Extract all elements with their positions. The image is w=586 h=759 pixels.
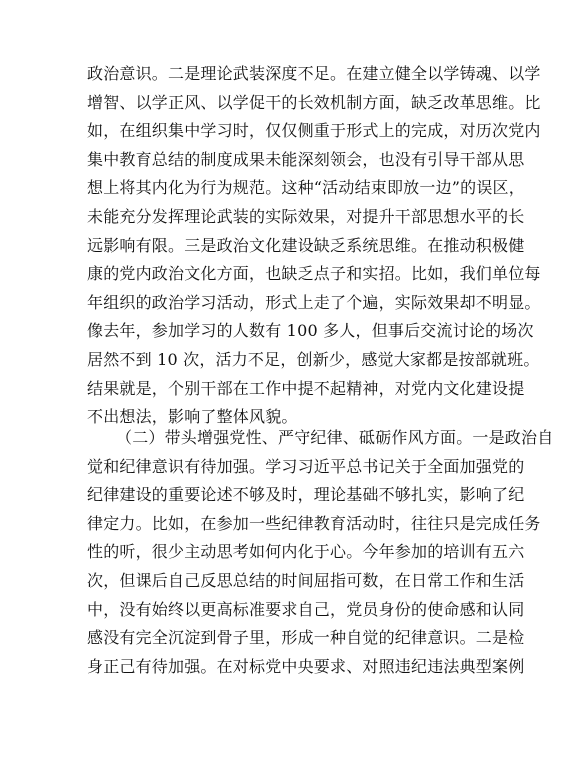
text-line: 年组织的政治学习活动，形式上走了个遍，实际效果却不明显。	[87, 292, 541, 312]
text-line: （二）带头增强党性、严守纪律、砥砺作风方面。一是政治自	[116, 428, 554, 447]
text-line: 政治意识。二是理论武装深度不足。在建立健全以学铸魂、以学	[87, 64, 541, 83]
text-line: 觉和纪律意识有待加强。学习习近平总书记关于全面加强党的	[87, 456, 525, 476]
text-line: 未能充分发挥理论武装的实际效果，对提升干部思想水平的长	[87, 206, 525, 226]
text-line: 如，在组织集中学习时，仅仅侧重于形式上的完成，对历次党内	[87, 121, 541, 141]
paragraph-party-spirit-discipline	[87, 424, 554, 681]
text-line: 远影响有限。三是政治文化建设缺乏系统思维。在推动积极健	[87, 235, 525, 255]
text-line: 律定力。比如，在参加一些纪律教育活动时，往往只是完成任务	[87, 513, 541, 533]
paragraph-political-awareness	[87, 60, 541, 432]
text-line: 不出想法，影响了整体风貌。	[87, 407, 298, 427]
text-line: 像去年，参加学习的人数有 100 多人，但事后交流讨论的场次	[87, 321, 534, 341]
text-line: 集中教育总结的制度成果未能深刻领会，也没有引导干部从思	[87, 149, 525, 169]
text-line: 增智、以学正风、以学促干的长效机制方面，缺乏改革思维。比	[87, 92, 541, 112]
text-line: 感没有完全沉淀到骨子里，形成一种自觉的纪律意识。二是检	[87, 628, 525, 648]
text-line: 中，没有始终以更高标准要求自己，党员身份的使命感和认同	[87, 599, 525, 619]
text-line: 居然不到 10 次，活力不足，创新少，感觉大家都是按部就班。	[87, 349, 540, 369]
text-line: 康的党内政治文化方面，也缺乏点子和实招。比如，我们单位每	[87, 264, 541, 284]
text-line: 身正己有待加强。在对标党中央要求、对照违纪违法典型案例	[87, 656, 525, 676]
text-line: 结果就是，个别干部在工作中提不起精神，对党内文化建设提	[87, 378, 525, 398]
text-line: 性的听，很少主动思考如何内化于心。今年参加的培训有五六	[87, 542, 525, 562]
text-line: 想上将其内化为行为规范。这种“活动结束即放一边”的误区，	[87, 178, 525, 198]
text-line: 次，但课后自己反思总结的时间屈指可数，在日常工作和生活	[87, 570, 525, 590]
text-line: 纪律建设的重要论述不够及时，理论基础不够扎实，影响了纪	[87, 485, 525, 505]
